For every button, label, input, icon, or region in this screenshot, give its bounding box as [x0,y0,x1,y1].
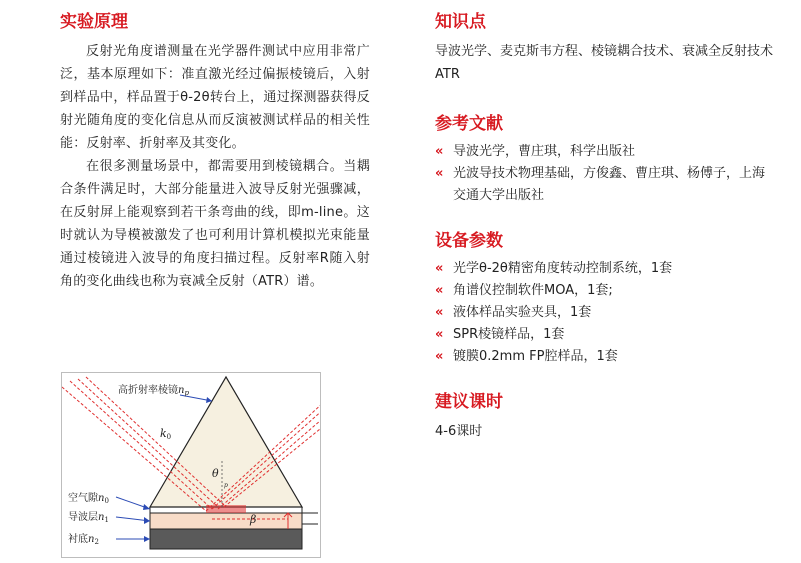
list-item [435,258,775,280]
reference-text: 光波导技术物理基础，方俊鑫、曹庄琪、杨傅子，上海交通大学出版社 [453,166,766,203]
double-chevron-icon: « [435,327,444,342]
equipment-text: SPR棱镜样品，1套 [453,327,565,342]
k-label: k0 [160,427,172,441]
double-chevron-icon: « [435,144,444,159]
guide-layer-label: 导波层$n_1$ [68,512,109,524]
double-chevron-icon: « [435,349,444,364]
coupling-spot [206,505,246,513]
hours-section [435,390,775,443]
equipment-text: 镀膜0.2mm FP腔样品，1套 [453,349,618,364]
double-chevron-icon: « [435,283,444,298]
hours-text: 4-6课时 [435,424,483,439]
list-item [435,346,775,368]
principle-section [60,10,370,293]
knowledge-title: 知识点 [435,12,486,32]
list-item [435,163,775,207]
references-title: 参考文献 [435,114,503,134]
double-chevron-icon: « [435,166,444,181]
hours-title: 建议课时 [435,392,503,412]
knowledge-section [435,10,775,86]
prism-label: 高折射率棱镜$n_p$ [118,385,189,397]
principle-paragraph-2: 在很多测量场景中，都需要用到棱镜耦合。当耦合条件满足时，大部分能量进入波导反射光强骤减，在反射屏上能观察到若干条弯曲的线，即m-line。这时就认为导模被激发了也可利用计算机模拟光束能量通过棱镜进入波导的角度扫描过程。反射率R随入射角的变化曲线也称为衰减全反射（ATR）谱。 [60,159,370,289]
equipment-section [435,229,775,368]
principle-title: 实验原理 [60,12,128,32]
theta-label: θ [212,467,219,480]
list-item [435,280,775,302]
equipment-title: 设备参数 [435,231,503,251]
prism-coupling-diagram [61,372,321,558]
references-list [435,141,775,207]
principle-paragraph-1: 反射光角度谱测量在光学器件测试中应用非常广泛，基本原理如下：准直激光经过偏振棱镜后，入射到样品中，样品置于θ-2θ转台上，通过探测器获得反射光随角度的变化信息从而反演被测试样品的相关性能：反射率、折射率及其变化。 [60,44,370,151]
p-label: p [224,482,228,489]
references-section [435,112,775,207]
guide-layer [150,513,302,529]
air-gap-label: 空气隙$n_0$ [68,493,109,505]
knowledge-text: 导波光学、麦克斯韦方程、棱镜耦合技术、衰减全反射技术ATR [435,44,774,82]
list-item [435,141,775,163]
equipment-text: 角谱仪控制软件MOA，1套; [453,283,613,298]
info-column [435,10,775,443]
equipment-text: 液体样品实验夹具，1套 [453,305,592,320]
beta-label: β [250,513,257,526]
substrate-label: 衬底$n_2$ [68,534,99,546]
double-chevron-icon: « [435,261,444,276]
equipment-text: 光学θ-2θ精密角度转动控制系统，1套 [453,261,673,276]
reference-text: 导波光学，曹庄琪，科学出版社 [453,144,636,159]
substrate-layer [150,529,302,549]
list-item [435,302,775,324]
list-item [435,324,775,346]
double-chevron-icon: « [435,305,444,320]
equipment-list [435,258,775,368]
